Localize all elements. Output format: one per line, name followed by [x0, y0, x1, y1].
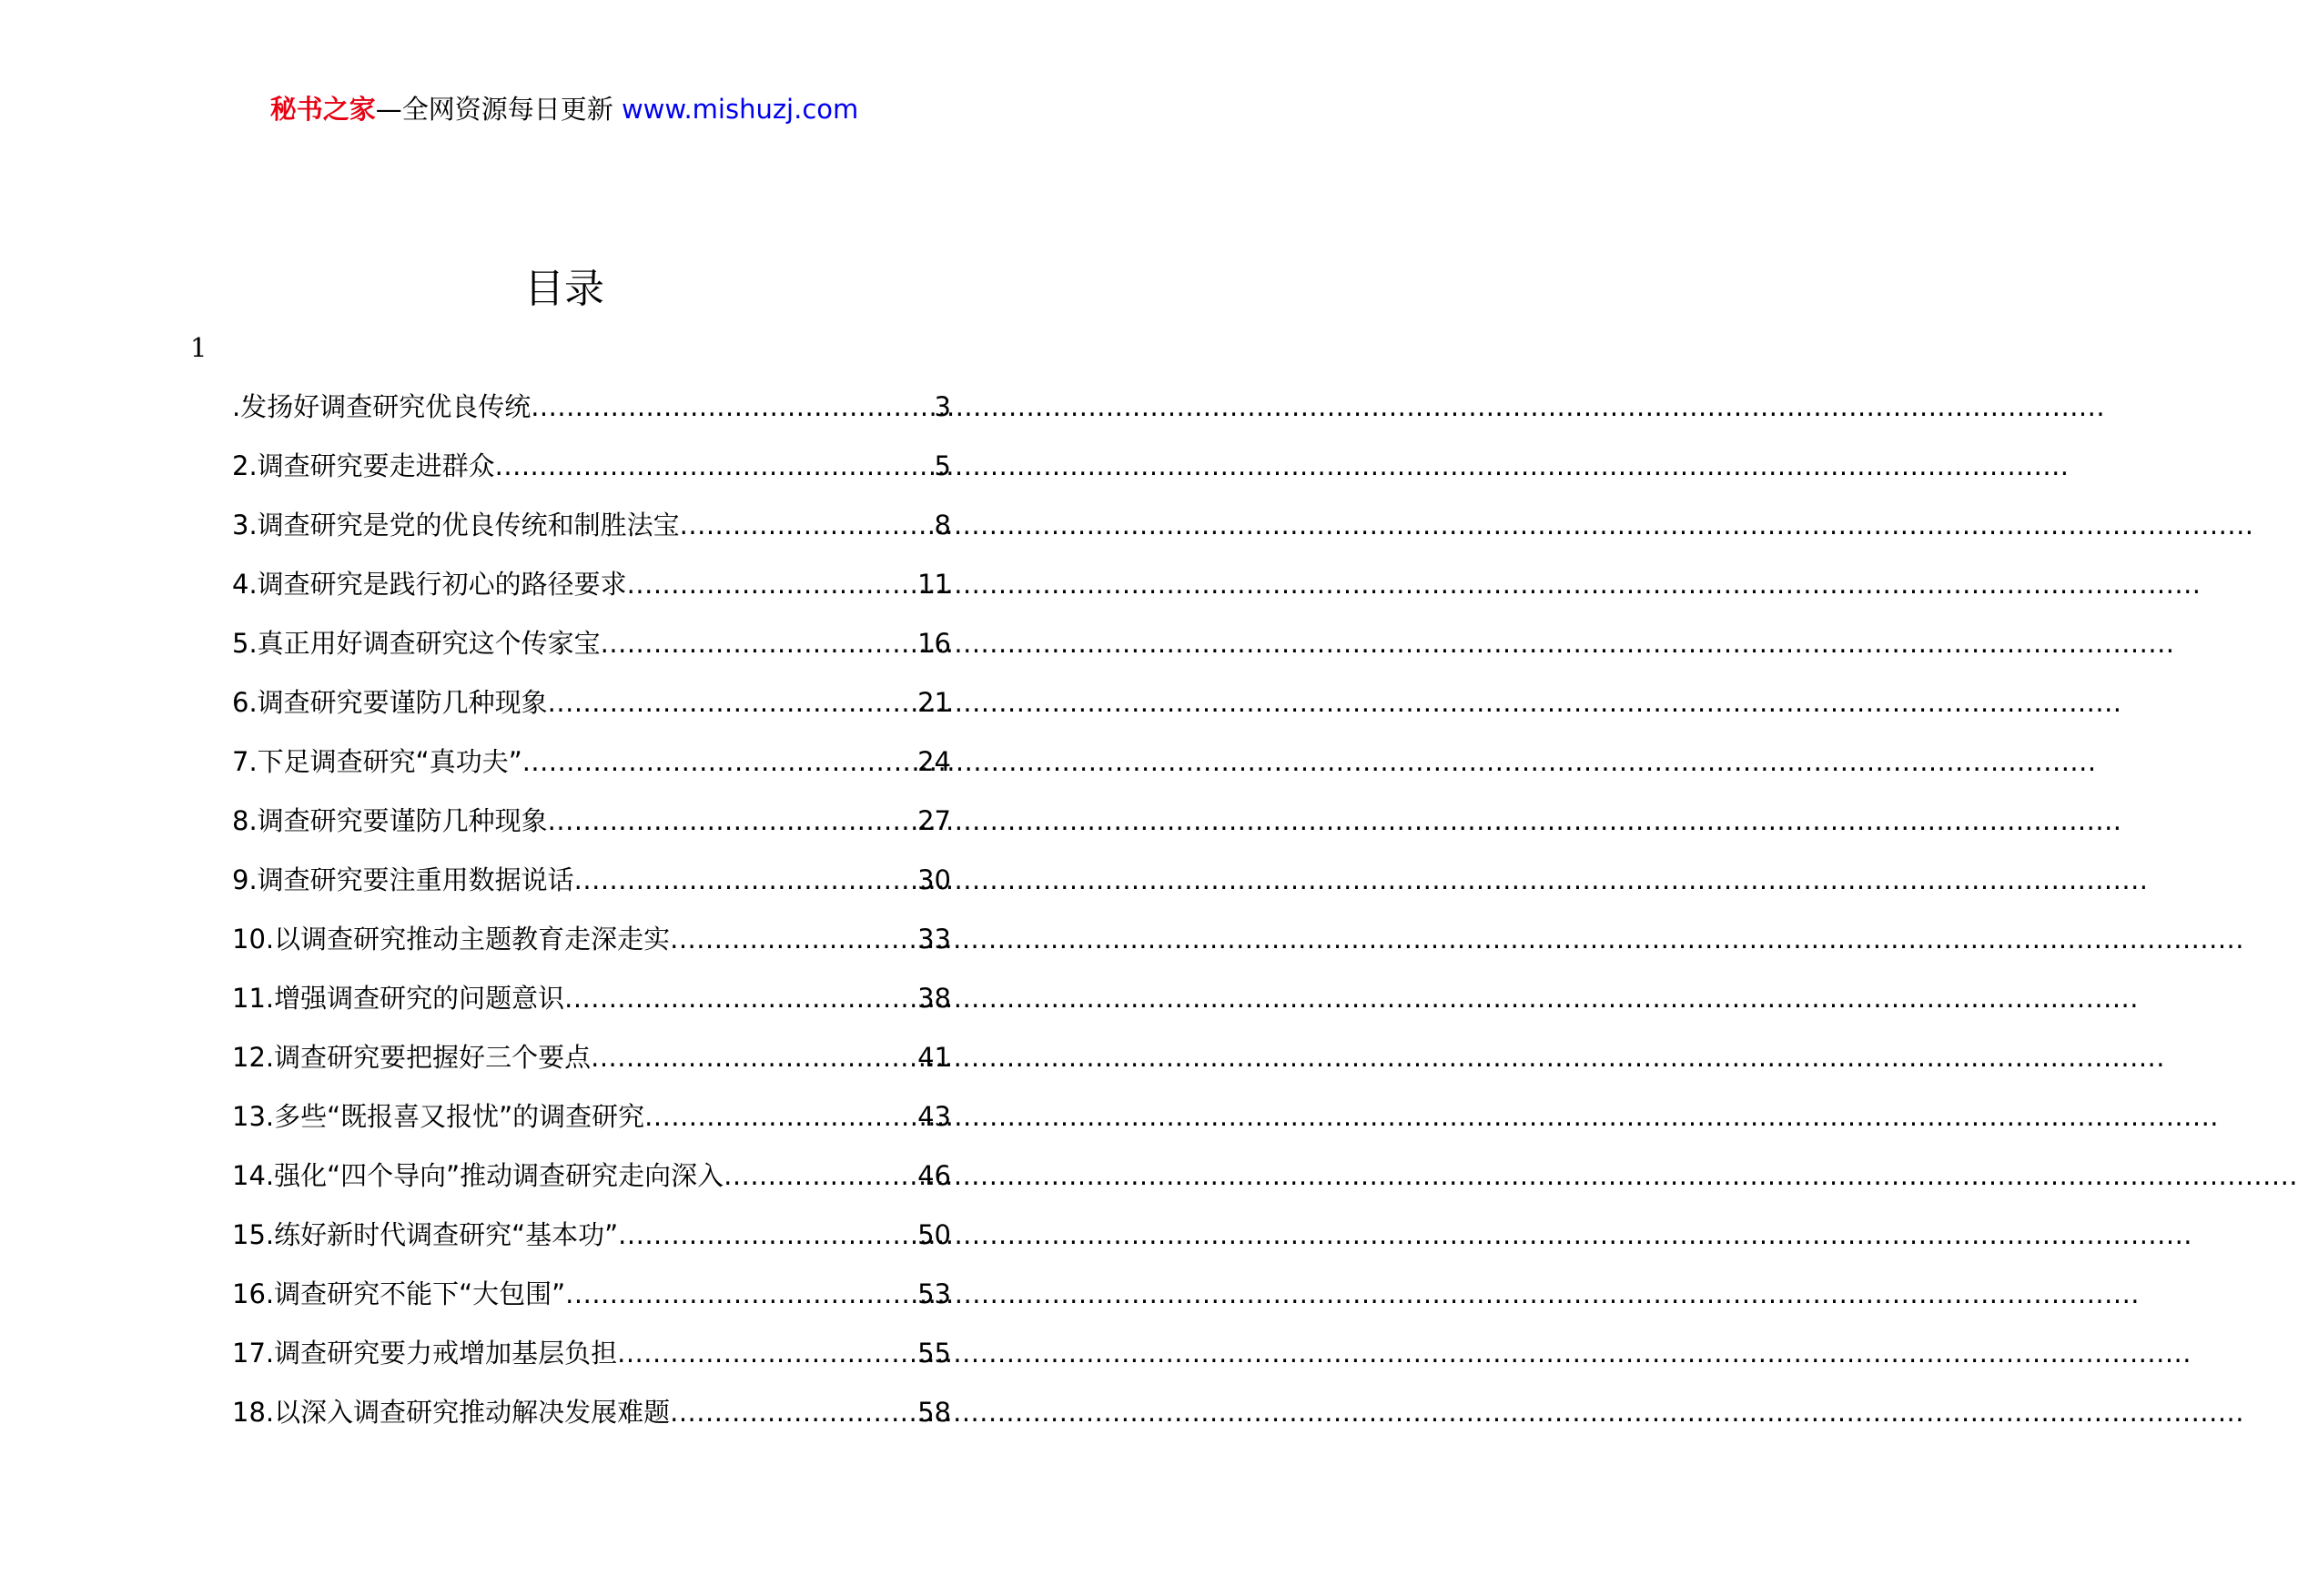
- toc-entry[interactable]: [232, 1213, 951, 1272]
- header-slogan: —全网资源每日更新: [375, 94, 613, 125]
- toc-entry-page: 16: [917, 628, 951, 659]
- toc-entry-page: 8: [934, 510, 951, 540]
- toc-entry-page: 43: [917, 1101, 951, 1132]
- toc-entry-title: .发扬好调查研究优良传统: [232, 391, 531, 422]
- toc-entry-page: 55: [917, 1338, 951, 1369]
- toc-entry-page: 3: [934, 391, 951, 422]
- toc-entry-title: 16.调查研究不能下“大包围”: [232, 1278, 566, 1309]
- toc-entry[interactable]: [232, 1095, 951, 1154]
- brand-name: 秘书之家: [269, 94, 376, 125]
- toc-entry-page: 58: [917, 1397, 951, 1428]
- toc-entry[interactable]: [232, 621, 951, 681]
- dot-leader: [617, 1331, 917, 1375]
- toc-entry-title: 8.调查研究要谨防几种现象: [232, 805, 548, 836]
- toc-entry-title: 13.多些“既报喜又报忧”的调查研究: [232, 1101, 645, 1132]
- dot-leader: [680, 503, 935, 547]
- toc-entry-page: 41: [917, 1042, 951, 1073]
- dot-leader: [564, 976, 917, 1020]
- dot-leader: [670, 1390, 917, 1434]
- toc-entry[interactable]: [232, 681, 951, 740]
- toc-entry[interactable]: [232, 1331, 951, 1390]
- toc-entry-page: 5: [934, 450, 951, 481]
- toc-entry-page: 11: [917, 569, 951, 600]
- dot-leader: [601, 621, 917, 665]
- toc-entry-title: 9.调查研究要注重用数据说话: [232, 864, 574, 895]
- toc-entry-title: 4.调查研究是践行初心的路径要求: [232, 569, 627, 600]
- dot-leader: [574, 858, 917, 902]
- site-header: [0, 91, 1129, 127]
- toc-entry[interactable]: [232, 1272, 951, 1331]
- toc-entry-title: 6.调查研究要谨防几种现象: [232, 687, 548, 718]
- dot-leader: [548, 799, 917, 843]
- toc-entry-page: 33: [917, 924, 951, 955]
- dot-leader: [670, 917, 917, 961]
- dot-leader: [627, 562, 917, 606]
- toc-entry[interactable]: [232, 858, 951, 917]
- toc-entry-page: 50: [917, 1219, 951, 1250]
- toc-entry-page: 21: [917, 687, 951, 718]
- toc-entry[interactable]: [232, 799, 951, 858]
- dot-leader: [591, 1035, 917, 1079]
- toc-entry-title: 7.下足调查研究“真功夫”: [232, 746, 522, 777]
- toc-entry-title: 2.调查研究要走进群众: [232, 450, 495, 481]
- dot-leader: [548, 681, 917, 724]
- toc-entry-title: 17.调查研究要力戒增加基层负担: [232, 1338, 618, 1369]
- toc-entry-page: 53: [917, 1278, 951, 1309]
- toc-entry-page: 24: [917, 746, 951, 777]
- toc-entry[interactable]: [232, 562, 951, 621]
- toc-entry-title: 3.调查研究是党的优良传统和制胜法宝: [232, 510, 680, 540]
- toc-entry-title: 5.真正用好调查研究这个传家宝: [232, 628, 601, 659]
- toc-entry-title: 10.以调查研究推动主题教育走深走实: [232, 924, 671, 955]
- toc-entry-page: 30: [917, 864, 951, 895]
- toc-entry-title: 12.调查研究要把握好三个要点: [232, 1042, 592, 1073]
- dot-leader: [724, 1154, 917, 1197]
- page-marker: 1: [190, 332, 208, 363]
- toc-entry[interactable]: [232, 385, 951, 444]
- toc-entry[interactable]: [232, 1154, 951, 1213]
- toc-entry-title: 14.强化“四个导向”推动调查研究走向深入: [232, 1160, 724, 1191]
- toc-entry-page: 38: [917, 983, 951, 1014]
- toc-entry[interactable]: [232, 917, 951, 976]
- dot-leader: [522, 740, 917, 783]
- dot-leader: [618, 1213, 917, 1257]
- toc-entry[interactable]: [232, 1035, 951, 1095]
- toc-entry-title: 15.练好新时代调查研究“基本功”: [232, 1219, 619, 1250]
- dot-leader: [565, 1272, 917, 1316]
- toc-entry-title: 11.增强调查研究的问题意识: [232, 983, 565, 1014]
- toc-entry[interactable]: [232, 740, 951, 799]
- toc-entry-page: 27: [917, 805, 951, 836]
- site-url-link[interactable]: www.mishuzj.com: [621, 94, 859, 125]
- toc-entry[interactable]: [232, 1390, 951, 1450]
- toc-entry[interactable]: [232, 503, 951, 562]
- dot-leader: [644, 1095, 917, 1138]
- dot-leader: [495, 444, 935, 488]
- toc-entry-page: 46: [917, 1160, 951, 1191]
- dot-leader: [531, 385, 934, 429]
- toc-title: 目录: [524, 266, 604, 312]
- toc-entry[interactable]: [232, 444, 951, 503]
- toc-list: [232, 385, 951, 1450]
- toc-entry-title: 18.以深入调查研究推动解决发展难题: [232, 1397, 671, 1428]
- toc-entry[interactable]: [232, 976, 951, 1035]
